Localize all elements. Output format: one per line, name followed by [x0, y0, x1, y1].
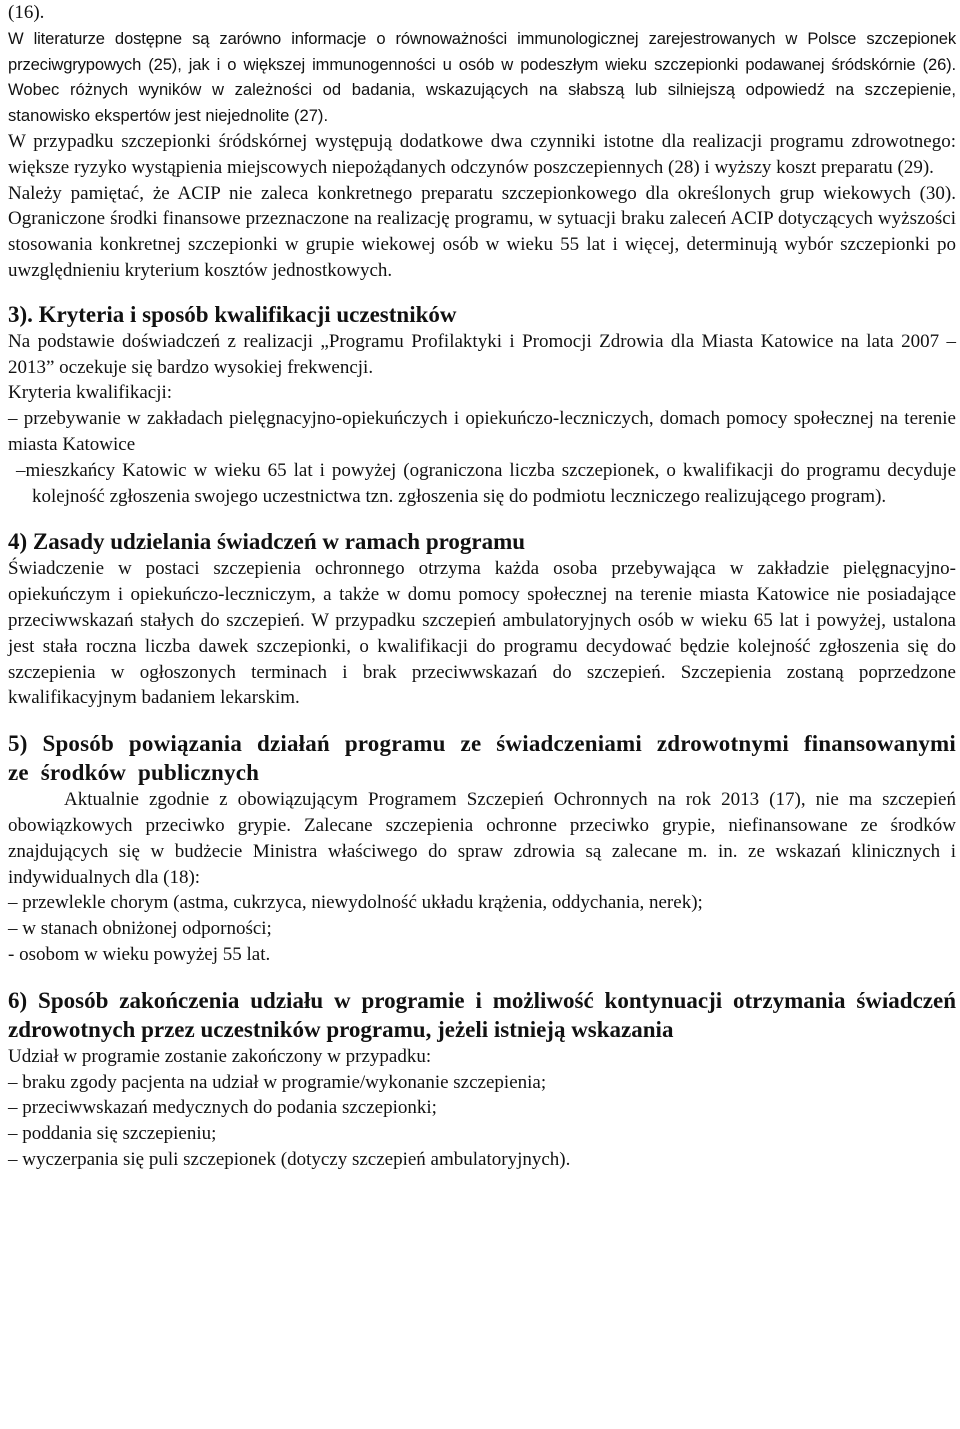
- section-5-indications-list: [8, 890, 956, 967]
- list-item: –mieszkańcy Katowic w wieku 65 lat i powyżej (ograniczona liczba szczepionek, o kwalifikacji do programu decyduje kolejność zgłoszenia swojego uczestnictwa tzn. zgłoszenia się do podmiotu leczniczego realizującego program).: [16, 459, 956, 507]
- list-item: – wyczerpania się puli szczepionek (dotyczy szczepień ambulatoryjnych).: [8, 1148, 571, 1170]
- paragraph-literature: [8, 26, 956, 129]
- list-item: – poddania się szczepieniu;: [8, 1123, 217, 1145]
- paragraph-intradermal: W przypadku szczepionki śródskórnej występują dodatkowe dwa czynniki istotne dla realizacji programu zdrowotnego: większe ryzyko wystąpienia miejscowych niepożądanych odczynów poszczepiennych (28) i wyższy koszt preparatu (29).: [8, 130, 956, 178]
- section-6-intro: Udział w programie zostanie zakończony w przypadku:: [8, 1045, 432, 1067]
- section-5-heading: 5) Sposób powiązania działań programu ze świadczeniami zdrowotnymi finansowanymi ze środków publicznych: [8, 731, 956, 786]
- paragraph-literature-continuation: Wobec różnych wyników w zależności od badania, wskazujących na słabszą lub silniejszą odpowiedź na szczepienie, stanowisko ekspertów jest niejednolite (27).: [8, 80, 956, 126]
- section-3-intro: Na podstawie doświadczeń z realizacji „Programu Profilaktyki i Promocji Zdrowia dla Miasta Katowice na lata 2007 – 2013” oczekuje się bardzo wysokiej frekwencji.: [8, 330, 956, 378]
- section-3-criteria-list: [8, 406, 956, 509]
- list-item: – przebywanie w zakładach pielęgnacyjno-opiekuńczych i opiekuńczo-leczniczych, domach pomocy społecznej na terenie miasta Katowice: [8, 408, 956, 455]
- paragraph-literature-text: W literaturze dostępne są zarówno informacje o równoważności immunologicznej zarejestrowanych w Polsce szczepionek przeciwgrypowych (25), jak i o większej immunogenności u osób w podeszłym wieku szczepionki podawanej śródskórnie (26).: [8, 28, 956, 74]
- list-item: – przewlekle chorym (astma, cukrzyca, niewydolność układu krążenia, oddychania, nerek);: [8, 892, 703, 914]
- section-3-criteria-label: Kryteria kwalifikacji:: [8, 382, 173, 404]
- list-item: – w stanach obniżonej odporności;: [8, 918, 272, 940]
- list-item: - osobom w wieku powyżej 55 lat.: [8, 943, 271, 965]
- section-4-heading: 4) Zasady udzielania świadczeń w ramach programu: [8, 529, 526, 555]
- section-6-heading: 6) Sposób zakończenia udziału w programie i możliwość kontynuacji otrzymania świadczeń zdrowotnych przez uczestników programu, jeżeli istnieją wskazania: [8, 987, 956, 1042]
- section-5-body: Aktualnie zgodnie z obowiązującym Programem Szczepień Ochronnych na rok 2013 (17), nie ma szczepień obowiązkowych przeciwko grypie. Zalecane szczepienia ochronne przeciwko grypie, niefinansowane ze środków znajdujących się w budżecie Ministra właściwego do spraw zdrowia są zalecane m. in. ze wskazań klinicznych i indywidualnych dla (18):: [8, 789, 956, 888]
- list-item: – przeciwwskazań medycznych do podania szczepionki;: [8, 1097, 437, 1119]
- page-fragment: (16).: [8, 2, 45, 23]
- section-6-termination-list: [8, 1070, 956, 1173]
- section-3-heading: 3). Kryteria i sposób kwalifikacji uczestników: [8, 301, 457, 327]
- paragraph-acip: Należy pamiętać, że ACIP nie zaleca konkretnego preparatu szczepionkowego dla określonych grup wiekowych (30). Ograniczone środki finansowe przeznaczone na realizację programu, w sytuacji braku zaleceń ACIP dotyczących wyższości stosowania konkretnej szczepionki w grupie wiekowej osób w wieku 55 lat i więcej, determinują wybór szczepionki po uwzględnieniu kryterium kosztów jednostkowych.: [8, 182, 956, 281]
- document-page: [8, 0, 956, 1173]
- section-4-body: Świadczenie w postaci szczepienia ochronnego otrzyma każda osoba przebywająca w zakładzie pielęgnacyjno-opiekuńczym i opiekuńczo-leczniczym, a także w domu pomocy społecznej na terenie miasta Katowice nie posiadające przeciwwskazań stałych do szczepień. W przypadku szczepień ambulatoryjnych osób w wieku 65 lat i powyżej, ustalona jest stała roczna liczba dawek szczepionki, o kwalifikacji do programu decydować będzie kolejność zgłoszenia się do szczepienia w ogłoszonych terminach i brak przeciwwskazań do szczepień. Szczepienia zostaną poprzedzone kwalifikacyjnym badaniem lekarskim.: [8, 558, 956, 709]
- list-item: – braku zgody pacjenta na udział w programie/wykonanie szczepienia;: [8, 1071, 547, 1093]
